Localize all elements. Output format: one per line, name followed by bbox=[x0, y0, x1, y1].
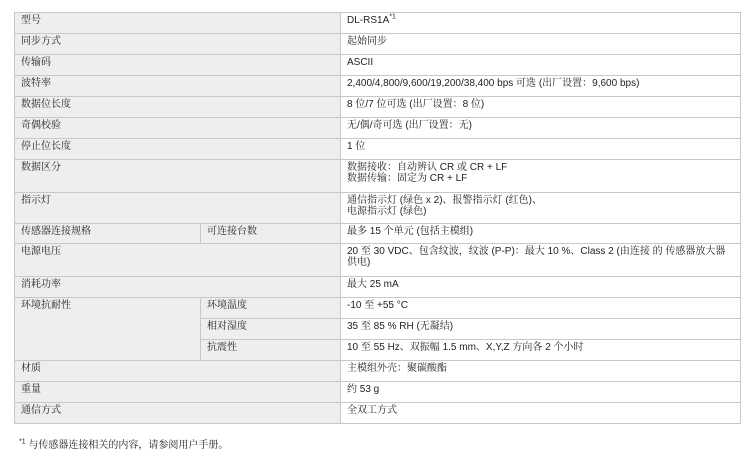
table-row bbox=[15, 298, 741, 319]
table-row bbox=[15, 224, 741, 244]
table-row bbox=[15, 139, 741, 160]
table-row bbox=[15, 76, 741, 97]
table-row bbox=[15, 361, 741, 382]
row-value bbox=[341, 160, 741, 193]
row-sublabel: 相对湿度 bbox=[201, 319, 341, 340]
row-value: 起始同步 bbox=[341, 34, 741, 55]
value-line: 数据接收：自动辨认 CR 或 CR + LF bbox=[347, 162, 508, 173]
row-value: 35 至 85 % RH (无凝结) bbox=[341, 319, 741, 340]
row-label: 波特率 bbox=[15, 76, 341, 97]
table-row bbox=[15, 244, 741, 277]
row-value: 主模组外壳：聚碳酸酯 bbox=[341, 361, 741, 382]
row-label: 传输码 bbox=[15, 55, 341, 76]
footnote-text: 与传感器连接相关的内容，请参阅用户手册。 bbox=[28, 440, 229, 451]
table-row bbox=[15, 55, 741, 76]
row-value: 10 至 55 Hz、双振幅 1.5 mm、X,Y,Z 方向各 2 个小时 bbox=[341, 340, 741, 361]
row-value: -10 至 +55 °C bbox=[341, 298, 741, 319]
table-row bbox=[15, 118, 741, 139]
row-value: 1 位 bbox=[341, 139, 741, 160]
value-line: 电源指示灯 (绿色) bbox=[347, 206, 427, 217]
row-label: 材质 bbox=[15, 361, 341, 382]
row-label: 电源电压 bbox=[15, 244, 341, 277]
row-label: 奇偶校验 bbox=[15, 118, 341, 139]
row-value: 2,400/4,800/9,600/19,200/38,400 bps 可选 (出厂设置：9,600 bps) bbox=[341, 76, 741, 97]
row-value: 最大 25 mA bbox=[341, 277, 741, 298]
row-label: 停止位长度 bbox=[15, 139, 341, 160]
row-value: ASCII bbox=[341, 55, 741, 76]
spec-table bbox=[14, 12, 741, 424]
row-sublabel: 可连接台数 bbox=[201, 224, 341, 244]
row-label: 数据位长度 bbox=[15, 97, 341, 118]
row-value: 最多 15 个单元 (包括主模组) bbox=[341, 224, 741, 244]
model-value: DL-RS1A bbox=[347, 15, 390, 26]
footnote-marker: *1 bbox=[389, 13, 396, 21]
table-row bbox=[15, 97, 741, 118]
footnote-mark: *1 bbox=[19, 438, 26, 446]
table-row bbox=[15, 403, 741, 424]
row-value: 无/偶/奇可选 (出厂设置：无) bbox=[341, 118, 741, 139]
value-line: 通信指示灯 (绿色 x 2)、报警指示灯 (红色)、 bbox=[347, 195, 542, 206]
row-value bbox=[341, 193, 741, 224]
row-label: 环境抗耐性 bbox=[15, 298, 201, 361]
row-value bbox=[341, 244, 741, 277]
value-line: 20 至 30 VDC、包含纹波，纹波 (P-P)：最大 10 %、Class 2 (由连接 的 传感器放大器 bbox=[347, 246, 726, 257]
table-row bbox=[15, 193, 741, 224]
row-value bbox=[341, 13, 741, 34]
row-label: 数据区分 bbox=[15, 160, 341, 193]
row-sublabel: 抗震性 bbox=[201, 340, 341, 361]
row-label: 传感器连接规格 bbox=[15, 224, 201, 244]
footnote bbox=[19, 436, 228, 451]
row-label: 重量 bbox=[15, 382, 341, 403]
table-row bbox=[15, 13, 741, 34]
row-label: 指示灯 bbox=[15, 193, 341, 224]
row-label: 同步方式 bbox=[15, 34, 341, 55]
row-label: 型号 bbox=[15, 13, 341, 34]
row-label: 消耗功率 bbox=[15, 277, 341, 298]
value-line: 供电) bbox=[347, 257, 371, 268]
table-row bbox=[15, 160, 741, 193]
table-row bbox=[15, 382, 741, 403]
row-value: 约 53 g bbox=[341, 382, 741, 403]
row-label: 通信方式 bbox=[15, 403, 341, 424]
row-value: 全双工方式 bbox=[341, 403, 741, 424]
table-row bbox=[15, 34, 741, 55]
row-value: 8 位/7 位可选 (出厂设置：8 位) bbox=[341, 97, 741, 118]
table-row bbox=[15, 277, 741, 298]
value-line: 数据传输：固定为 CR + LF bbox=[347, 173, 468, 184]
row-sublabel: 环境温度 bbox=[201, 298, 341, 319]
